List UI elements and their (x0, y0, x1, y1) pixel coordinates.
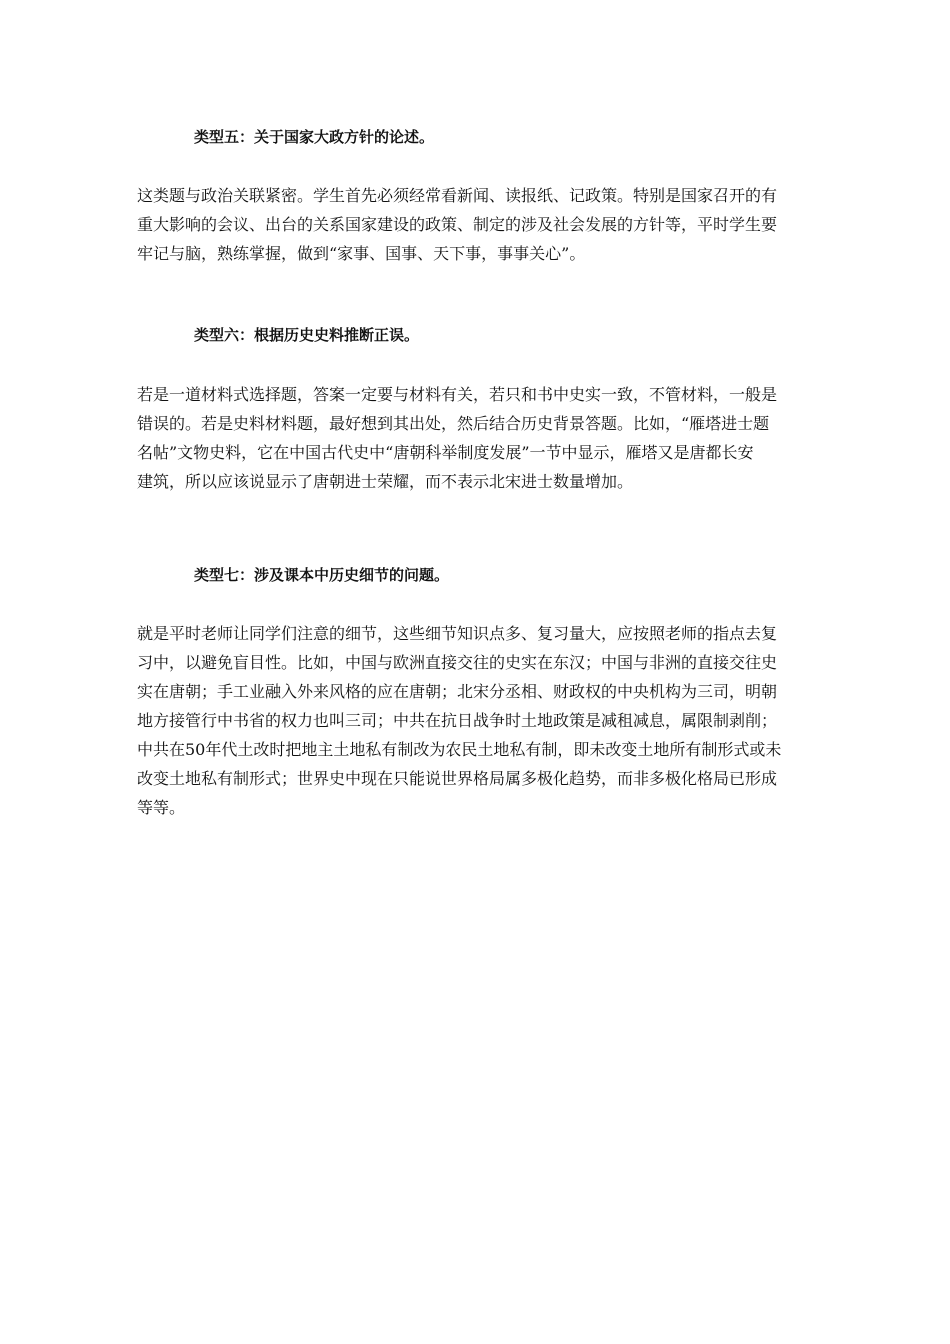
paragraph-line: 地方接管行中书省的权力也叫三司；中共在抗日战争时土地政策是减租减息，属限制剥削； (137, 711, 778, 730)
section-paragraph-type-6 (137, 380, 777, 496)
paragraph-line: 这类题与政治关联紧密。学生首先必须经常看新闻、读报纸、记政策。特别是国家召开的有 (137, 186, 778, 205)
section-paragraph-type-7 (137, 619, 781, 822)
section-paragraph-type-5 (137, 181, 777, 268)
paragraph-line: 改变土地私有制形式；世界史中现在只能说世界格局属多极化趋势，而非多极化格局已形成 (137, 769, 778, 788)
section-heading-type-5: 类型五：关于国家大政方针的论述。 (194, 128, 435, 146)
paragraph-line: 实在唐朝；手工业融入外来风格的应在唐朝；北宋分丞相、财政权的中央机构为三司，明朝 (137, 682, 778, 701)
paragraph-line: 牢记与脑，熟练掌握，做到“家事、国事、天下事，事事关心”。 (137, 244, 586, 263)
paragraph-line: 就是平时老师让同学们注意的细节，这些细节知识点多、复习量大，应按照老师的指点去复 (137, 624, 778, 643)
paragraph-line: 等等。 (137, 798, 186, 817)
paragraph-line: 重大影响的会议、出台的关系国家建设的政策、制定的涉及社会发展的方针等，平时学生要 (137, 215, 778, 234)
section-heading-type-6: 类型六：根据历史史料推断正误。 (194, 326, 420, 344)
paragraph-line: 错误的。若是史料材料题，最好想到其出处，然后结合历史背景答题。比如，“雁塔进士题 (137, 414, 770, 433)
paragraph-line: 习中，以避免盲目性。比如，中国与欧洲直接交往的史实在东汉；中国与非洲的直接交往史 (137, 653, 778, 672)
section-heading-type-7: 类型七：涉及课本中历史细节的问题。 (194, 566, 450, 584)
paragraph-line: 名帖”文物史料，它在中国古代史中“唐朝科举制度发展”一节中显示，雁塔又是唐都长安 (137, 443, 754, 462)
paragraph-line: 建筑，所以应该说显示了唐朝进士荣耀，而不表示北宋进士数量增加。 (137, 472, 634, 491)
paragraph-line: 中共在50年代土改时把地主土地私有制改为农民土地私有制，即未改变土地所有制形式或未 (137, 740, 782, 759)
paragraph-line: 若是一道材料式选择题，答案一定要与材料有关，若只和书中史实一致，不管材料，一般是 (137, 385, 778, 404)
